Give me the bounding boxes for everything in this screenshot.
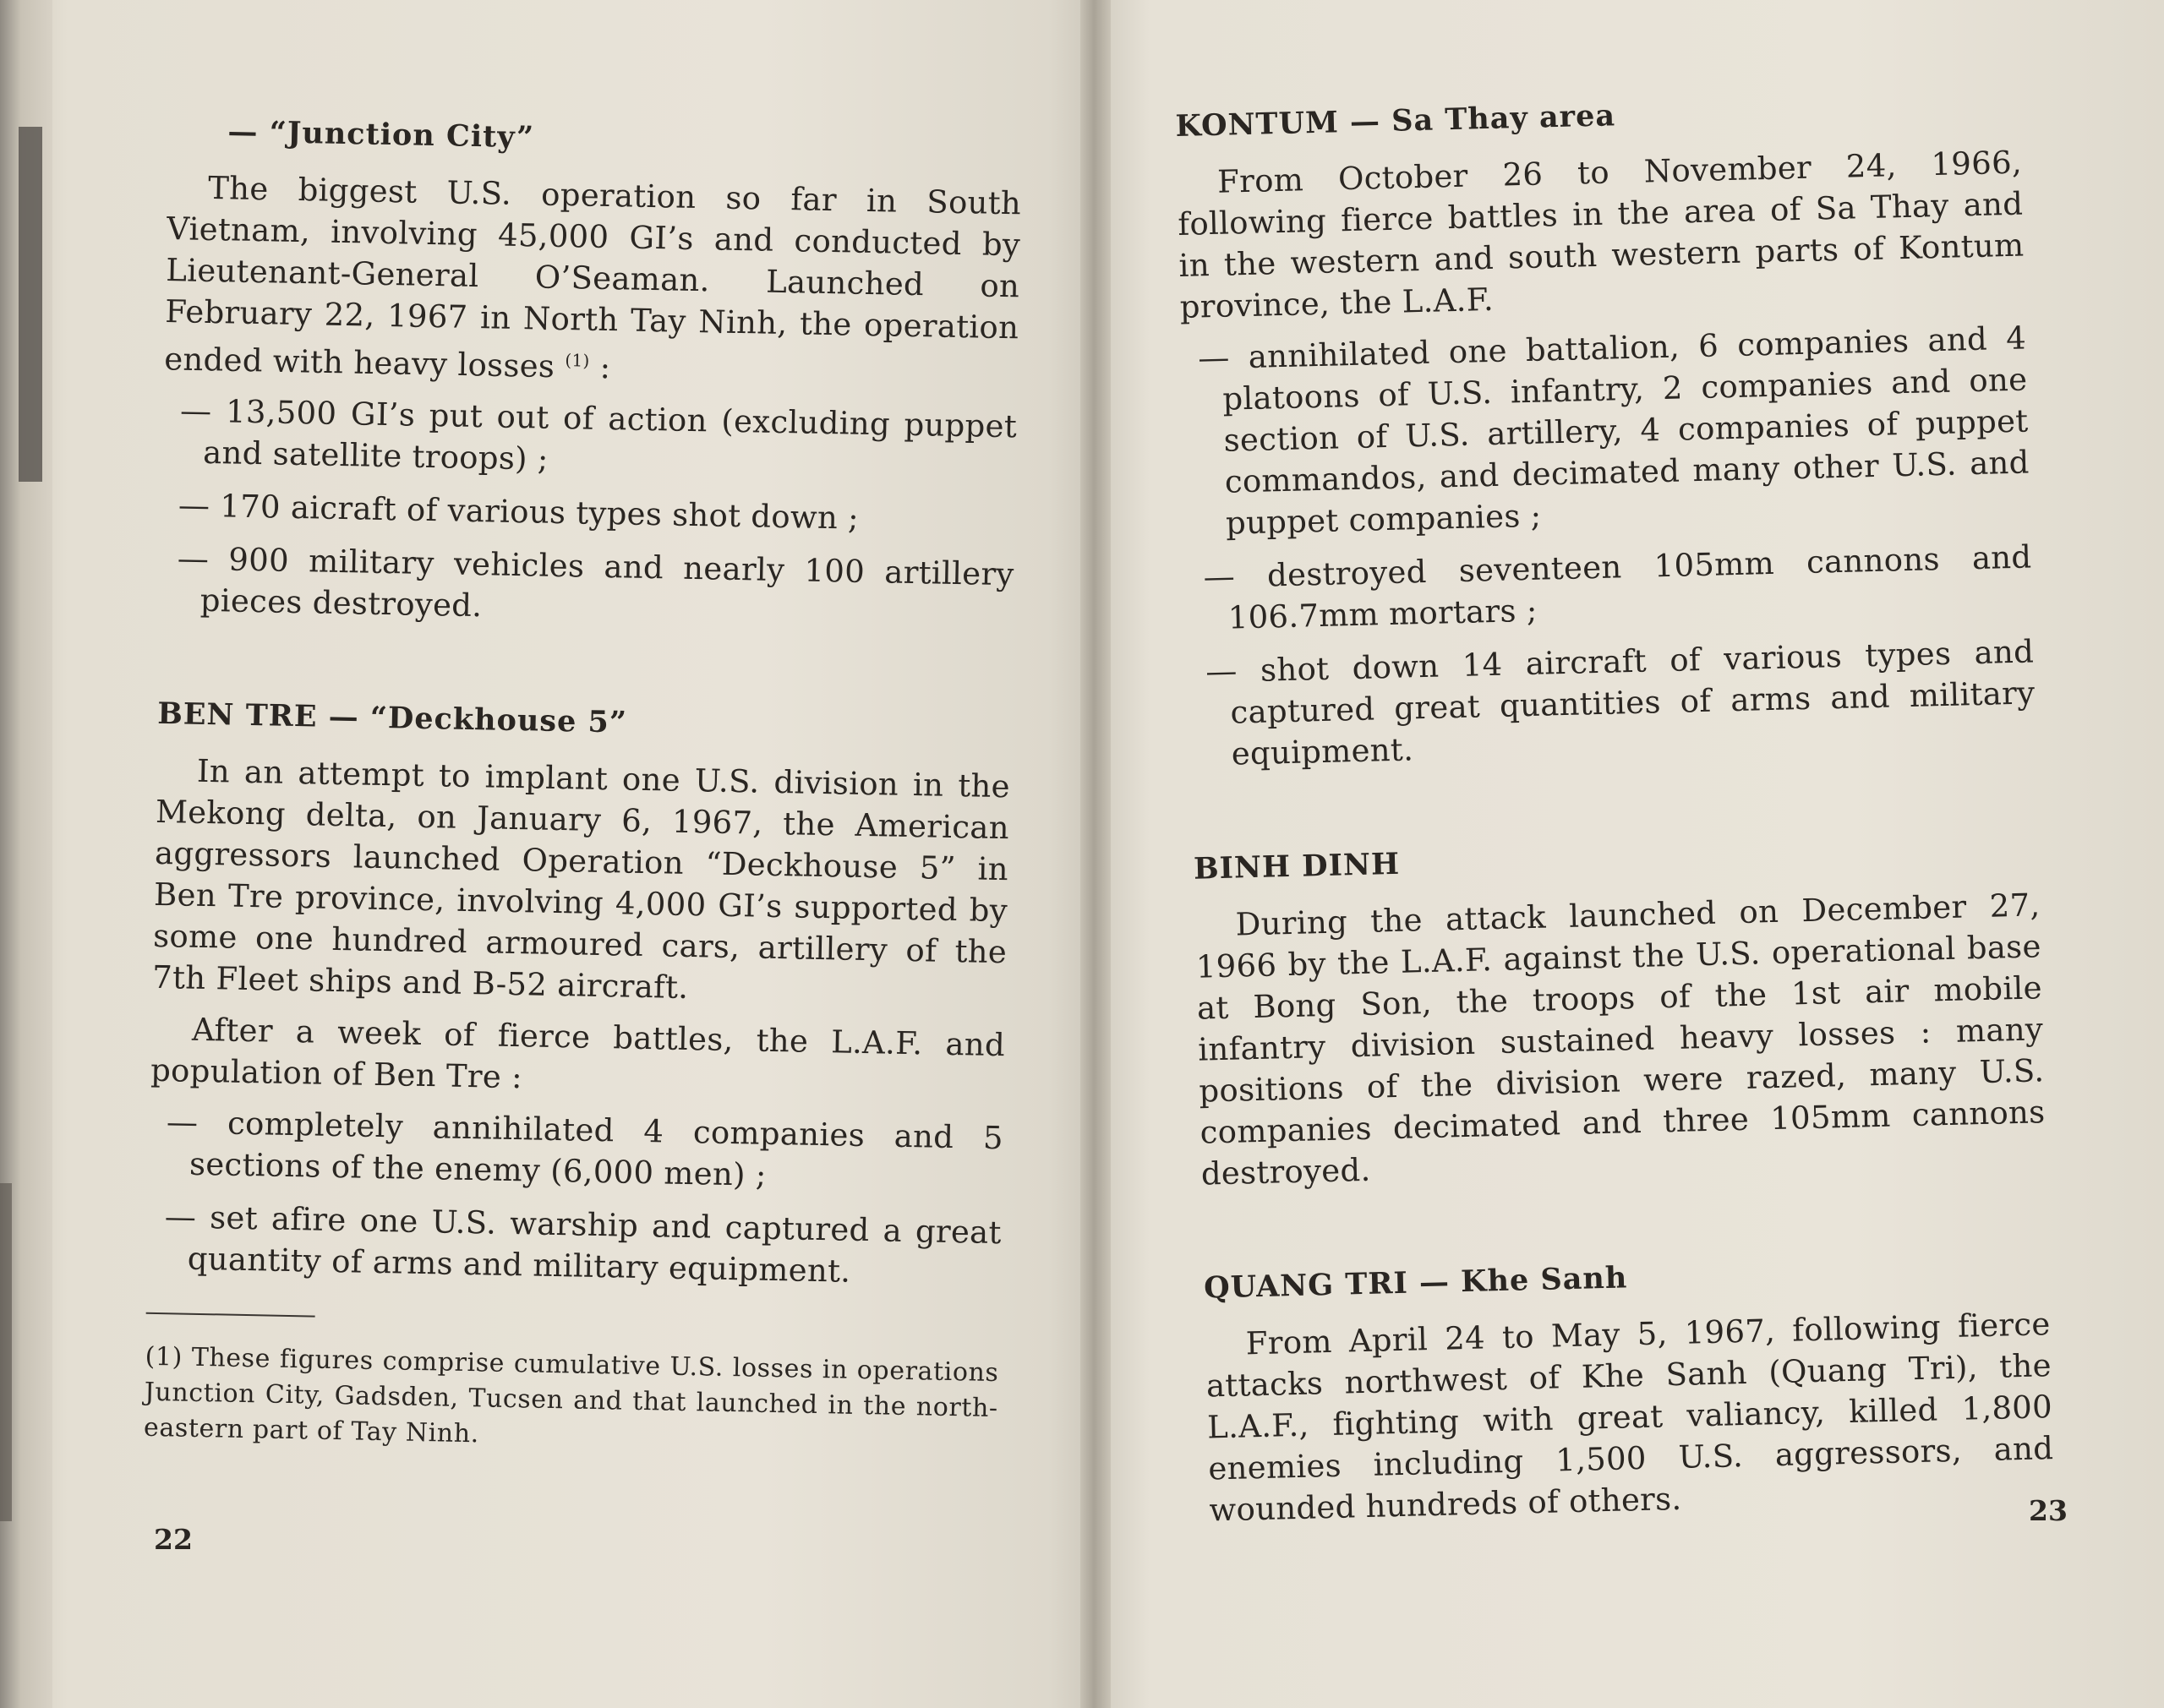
bullet-item: — shot down 14 aircraft of various types and captured great quantities of arms and military equipment. — [1205, 633, 2036, 772]
bullet-item: — annihilated one battalion, 6 companies and 4 platoons of U.S. infantry, 2 companies and one section of U.S. artillery, 4 companies of puppet commandos, and decimated many other U.S. and puppet companies ; — [1197, 319, 2030, 542]
section-heading: BEN TRE — “Deckhouse 5” — [156, 696, 628, 740]
footnote: (1) These figures comprise cumulative U.S. losses in operations Junction City, Gadsden, Tucsen and that launched in the north-eastern part of Tay Ninh. — [143, 1342, 999, 1449]
right-page-content — [1175, 85, 2057, 1604]
page-number: 22 — [154, 1523, 193, 1556]
section-ben-tre — [146, 693, 1011, 1295]
section-junction-city — [159, 110, 1022, 637]
section-heading: QUANG TRI — Khe Sanh — [1203, 1260, 1628, 1306]
footnote-reference: (1) — [565, 350, 590, 371]
bullet-item: — 13,500 GI’s put out of action (excluding puppet and satellite troops) ; — [179, 392, 1018, 478]
section-heading: KONTUM — Sa Thay area — [1175, 98, 1616, 144]
bullet-item: — 170 aicraft of various types shot down ; — [178, 487, 860, 538]
paragraph: After a week of fierce battles, the L.A.F. and population of Ben Tre : — [150, 1012, 1006, 1096]
section-heading: — “Junction City” — [227, 114, 535, 156]
book-edge-shadow — [0, 1183, 12, 1521]
left-page-content — [143, 110, 1023, 1487]
section-kontum — [1175, 85, 2036, 776]
paragraph: During the attack launched on December 27, 1966 by the L.A.F. against the U.S. operational base at Bong Son, the troops of the 1st air mobile infantry division sustained heavy losses : many positions of the division were razed, many U.S. companies decimated and three 105mm cannons destroyed. — [1195, 887, 2046, 1192]
paragraph: From April 24 to May 5, 1967, following fierce attacks northwest of Khe Sanh (Quang Tri), the L.A.F., fighting with great valiancy, killed 1,800 enemies including 1,500 U.S. aggressors, and wounded hundreds of others. — [1205, 1306, 2054, 1529]
page-number: 23 — [2029, 1494, 2068, 1527]
bullet-item: — completely annihilated 4 companies and 5 sections of the enemy (6,000 men) ; — [166, 1104, 1004, 1194]
section-quang-tri — [1204, 1247, 2055, 1531]
section-binh-dinh — [1193, 827, 2047, 1194]
bullet-item: — 900 military vehicles and nearly 100 artillery pieces destroyed. — [177, 540, 1015, 625]
paragraph: From October 26 to November 24, 1966, following fierce battles in the area of Sa Thay and in the western and south western parts of Kontum province, the L.A.F. — [1177, 144, 2025, 325]
footnote-rule — [146, 1312, 315, 1318]
paragraph — [164, 166, 1022, 396]
bullet-item: — set afire one U.S. warship and captured a great quantity of arms and military equipment. — [164, 1198, 1003, 1291]
book-edge-shadow — [19, 127, 42, 482]
bullet-item: — destroyed seventeen 105mm cannons and 106.7mm mortars ; — [1203, 538, 2032, 636]
paragraph: In an attempt to implant one U.S. division in the Mekong delta, on January 6, 1967, the American aggressors launched Operation “Deckhouse 5” in Ben Tre province, involving 4,000 GI’s supported by some one hundred armoured cars, artillery of the 7th Fleet ships and B-52 aircraft. — [151, 753, 1011, 1007]
book-gutter — [1080, 0, 1111, 1708]
section-heading: BINH DINH — [1193, 846, 1401, 887]
paragraph-text: : — [589, 348, 611, 386]
paragraph-text: The biggest U.S. operation so far in South Vietnam, involving 45,000 GI’s and conducted by Lieutenant-General O’Seaman. Launched on February 22, 1967 in North Tay Ninh, the operation ended with heavy losses — [163, 169, 1022, 385]
